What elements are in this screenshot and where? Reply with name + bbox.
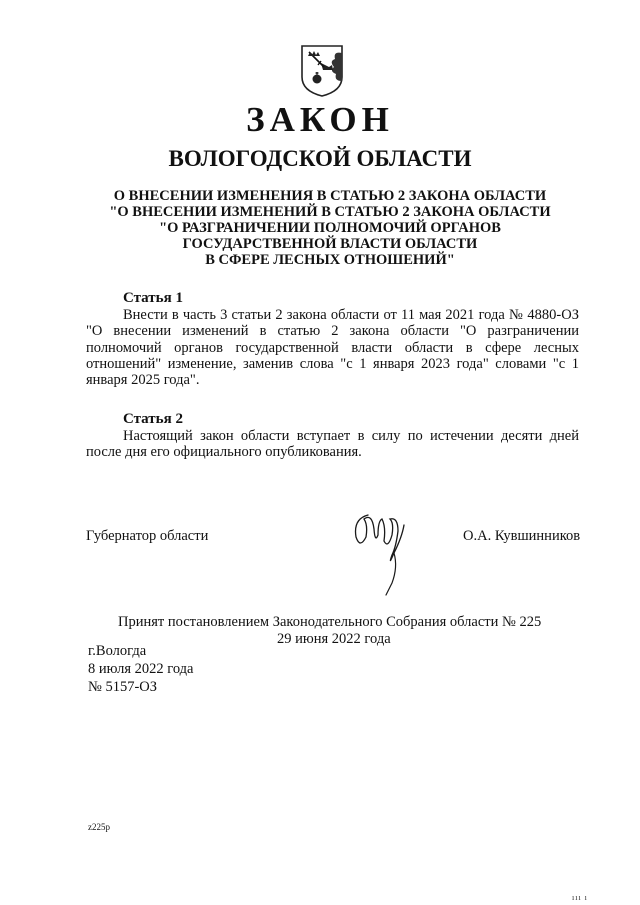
article-2-text: Настоящий закон области вступает в силу по истечении десяти дней после дня его официального опубликования. xyxy=(86,428,579,461)
law-subject xyxy=(90,188,570,268)
subject-line: "О ВНЕСЕНИИ ИЗМЕНЕНИЙ В СТАТЬЮ 2 ЗАКОНА ОБЛАСТИ xyxy=(109,204,551,220)
city: г.Вологда xyxy=(88,643,147,659)
law-number: № 5157-ОЗ xyxy=(88,679,158,695)
governor-name: О.А. Кувшинников xyxy=(463,528,581,544)
article-1-text: Внести в часть 3 статьи 2 закона области от 11 мая 2021 года № 4880-ОЗ "О внесении изменений в статью 2 закона области "О разграничении полномочий органов государственной власти области в сфере лесных отношений" изменение, заменив слова "с 1 января 2023 года" словами "с 1 января 2025 года". xyxy=(86,307,579,389)
handwritten-signature xyxy=(348,507,410,597)
subject-line: В СФЕРЕ ЛЕСНЫХ ОТНОШЕНИЙ" xyxy=(205,252,455,268)
coat-of-arms-vologda-icon xyxy=(299,43,345,98)
article-1-heading: Статья 1 xyxy=(123,290,183,306)
article-2-heading: Статья 2 xyxy=(123,411,183,427)
sign-date: 8 июля 2022 года xyxy=(88,661,194,677)
document-code: z225p xyxy=(88,822,110,832)
adoption-line: Принят постановлением Законодательного Собрания области № 225 xyxy=(118,614,542,630)
subject-line: "О РАЗГРАНИЧЕНИИ ПОЛНОМОЧИЙ ОРГАНОВ xyxy=(159,220,501,236)
governor-position: Губернатор области xyxy=(86,528,209,544)
subject-line: ГОСУДАРСТВЕННОЙ ВЛАСТИ ОБЛАСТИ xyxy=(182,236,478,252)
region-title: ВОЛОГОДСКОЙ ОБЛАСТИ xyxy=(168,146,472,171)
adoption-date: 29 июня 2022 года xyxy=(277,631,391,647)
subject-line: О ВНЕСЕНИИ ИЗМЕНЕНИЯ В СТАТЬЮ 2 ЗАКОНА ОБЛАСТИ xyxy=(113,188,547,204)
scan-marks: ııı ı xyxy=(572,893,588,902)
document-title: ЗАКОН xyxy=(246,100,394,139)
